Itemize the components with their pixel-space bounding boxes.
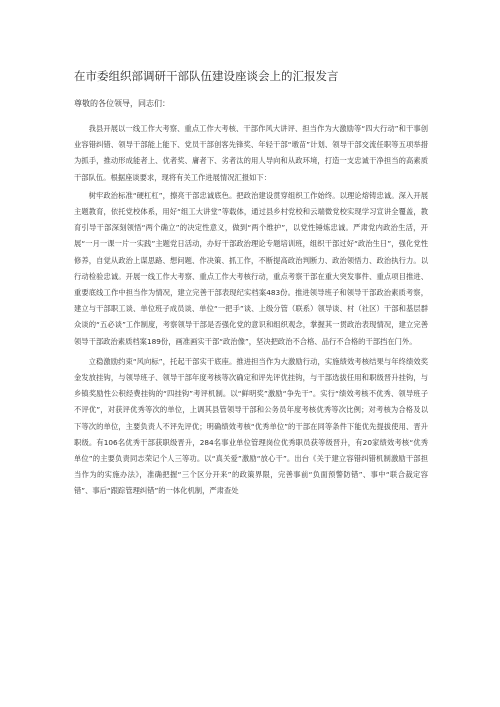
paragraph-incentive-mechanism: 立稳激励约束“风向标”，托起干部实干底座。推进担当作为大激励行动，实施绩效考核结果与年终绩效奖金发放挂钩，与领导班子、领导干部年度考核等次确定和评先评优挂钩，与干部选拔任用和职级晋升挂钩，与乡镇奖励性公积经费挂钩的“四挂钩”考评机制。以“鲜明奖”激励“争先干”。实行“绩效考核不优秀、领导班子不评优”，对获评优秀等次的单位，上调其县管领导干部和公务员年度考核优秀等次比例；对考核为合格及以下等次的单位，主要负责人不评先评优；明确绩效考核“优秀单位”的干部在同等条件下能优先提拔使用、晋升职级。有106名优秀干部获职级晋升，284名事业单位管理岗位优秀职员获等级晋升，有20家绩效考核“优秀单位”的主要负责同志荣记个人三等功。以“真关爱”激励“放心干”。出台《关于建立容错纠错机制激励干部担当作为的实施办法》，准确把握“三个区分开来”的政策界限，完善事前“负面预警防错”、事中“联合裁定容错”、事后“跟踪管理纠错”的一体化机制，严肃查处 [74, 356, 428, 496]
document-title: 在市委组织部调研干部队伍建设座谈会上的汇报发言 [74, 69, 339, 83]
paragraph-intro: 我县开展以一线工作大考察、重点工作大考核、干部作风大讲评、担当作为大激励等“四大行动”和干事创业容错纠错、领导干部能上能下、党员干部创客先锋奖、年轻干部“墩苗”计划、领导干部交流任职等五项举措为抓手，推动形成能者上、优者奖、庸者下、劣者汰的用人导向和从政环境，打造一支忠诚干净担当的高素质干部队伍。根据座谈要求，现将有关工作进展情况汇报如下： [74, 124, 428, 182]
document-body [74, 121, 428, 504]
salutation: 尊敬的各位领导，同志们： [74, 99, 170, 108]
paragraph-political-standard: 树牢政治标准“硬杠杠”，擦亮干部忠诚底色。把政治建设贯穿组织工作始终。以理论熔铸忠诚。深入开展主题教育，依托党校体系，用好“组工大讲堂”等载体，通过县乡村党校和云端微党校实现学习宣讲全覆盖，教育引导干部深刻领悟“两个确立”的决定性意义，做到“两个维护”，以党性锤炼忠诚。严肃党内政治生活，开展“一月一课一片一实践”主题党日活动，办好干部政治理论专题培训班，组织干部过好“政治生日”，强化党性修养，自觉从政治上谋思路、想问题、作决策、抓工作，不断提高政治判断力、政治领悟力、政治执行力。以行动检验忠诚。开展一线工作大考察、重点工作大考核行动，重点考察干部在重大突发事件、重点项目推进、重要底线工作中担当作为情况，建立完善干部表现纪实档案483份。推进领导班子和领导干部政治素质考察，建立与干部职工谈、单位班子成员谈、单位“一把手”谈、上级分管（联系）领导谈、村（社区）干部和基层群众谈的“五必谈”工作制度，考察领导干部是否强化党的意识和组织观念，掌握其一贯政治表现情况，建立完善领导干部政治素质档案189份，画准画实干部“政治像”，坚决把政治不合格、品行不合格的干部挡在门外。 [74, 190, 428, 346]
